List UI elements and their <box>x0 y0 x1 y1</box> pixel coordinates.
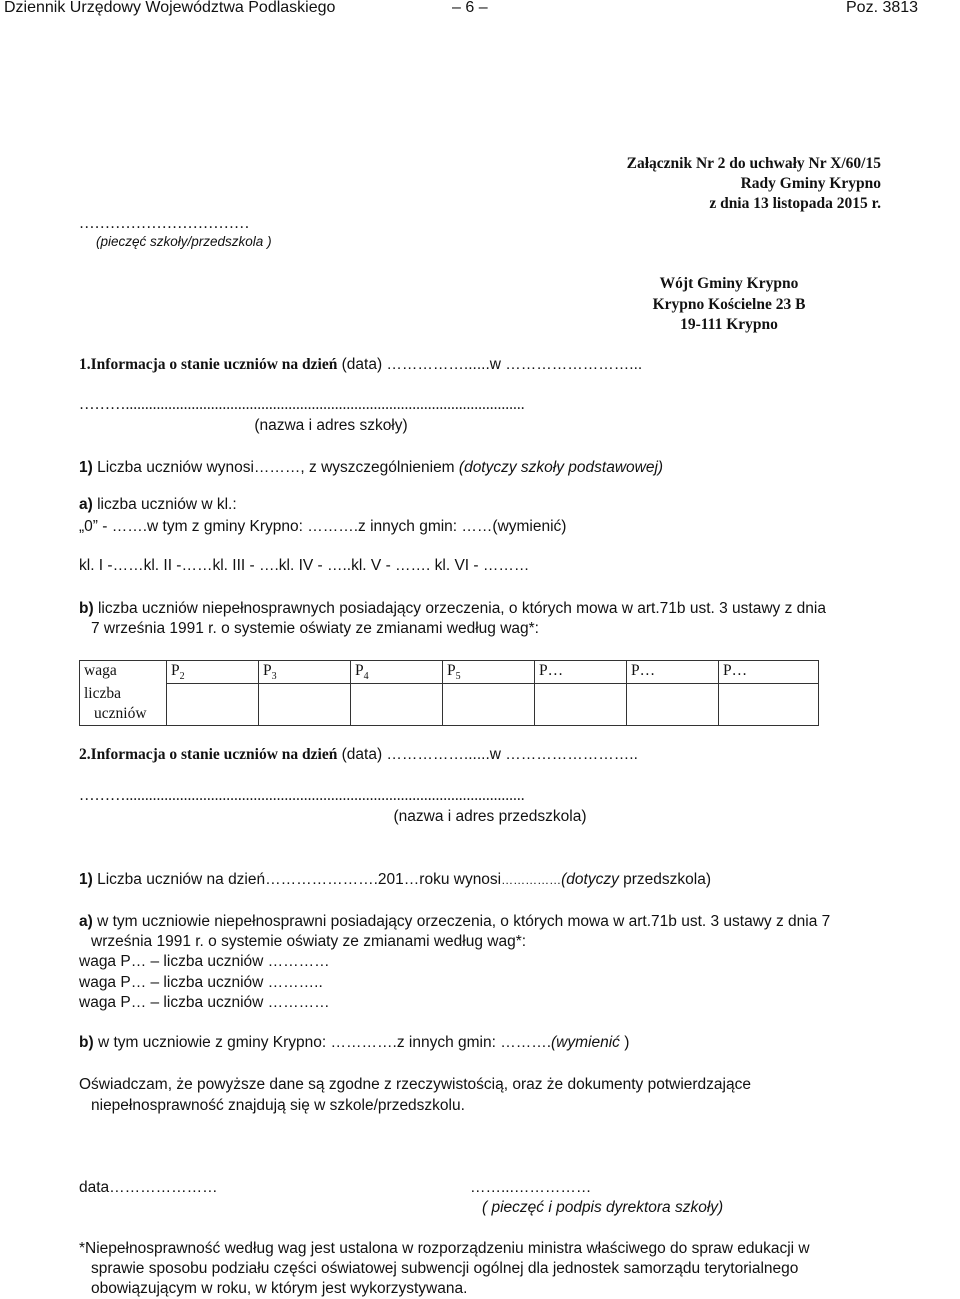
section-1-heading <box>79 356 642 374</box>
school-count-note: (dotyczy szkoły podstawowej) <box>458 459 664 476</box>
signature-label: ( pieczęć i podpis dyrektora szkoły) <box>482 1199 724 1216</box>
item-b-line-2: 7 września 1991 r. o systemie oświaty ze zmianami według wag*: <box>91 620 539 637</box>
item-2b-label: b) <box>79 1034 94 1051</box>
footnote-line-1: *Niepełnosprawność według wag jest ustalona w rozporządzeniu ministra właściwego do spraw edukacji w <box>79 1240 810 1257</box>
school-count-text: Liczba uczniów wynosi………, z wyszczególnieniem <box>92 459 459 476</box>
signature-dots: ……...…………… <box>470 1179 592 1196</box>
preschool-count-tail: przedszkola) <box>618 871 712 888</box>
student-count-cell <box>719 684 819 726</box>
weight-col-1: $P_2$ <box>167 661 259 684</box>
weight-entry: waga P… – liczba uczniów ………… <box>79 953 330 970</box>
school-count-number: 1) <box>79 459 93 476</box>
student-count-cell <box>259 684 351 726</box>
classes-line: kl. I -……kl. II -……kl. III - ….kl. IV - …..kl. V - ……. kl. VI - ……… <box>79 557 530 574</box>
preschool-count-note: (dotyczy <box>561 871 619 888</box>
section-2-title: Informacja o stanie uczniów na dzień <box>90 746 338 763</box>
item-a-line <box>79 496 237 514</box>
section-2-title-tail: (data) ……………......w …………………….. <box>337 746 638 763</box>
student-count-cell <box>535 684 627 726</box>
item-a-label: a) <box>79 496 93 513</box>
school-count-line <box>79 459 663 477</box>
student-count-label: liczba uczniów <box>80 684 167 726</box>
item-2a-line <box>79 913 830 931</box>
annex-line-3: z dnia 13 listopada 2015 r. <box>709 195 881 212</box>
item-b-line <box>79 600 826 618</box>
weight-entry: waga P… – liczba uczniów ………… <box>79 994 330 1011</box>
declaration-line-2: niepełnosprawność znajdują się w szkole/przedszkolu. <box>91 1097 465 1114</box>
preschool-name-label: (nazwa i adres przedszkola) <box>393 808 587 825</box>
item-b-text: liczba uczniów niepełnosprawnych posiadający orzeczenia, o których mowa w art.71b ust. 3 ustawy z dnia <box>93 600 826 617</box>
student-count-cell <box>627 684 719 726</box>
journal-title: Dziennik Urzędowy Województwa Podlaskiego <box>4 0 336 16</box>
item-2b-note: (wymienić <box>551 1034 620 1051</box>
date-field: data………………… <box>79 1179 218 1196</box>
page-number: – 6 – <box>452 0 488 16</box>
addressee-line-3: 19-111 Krypno <box>680 316 778 333</box>
weight-row-label: waga <box>80 661 167 684</box>
annex-line-2: Rady Gminy Krypno <box>740 175 881 192</box>
addressee-line-2: Krypno Kościelne 23 B <box>652 296 806 313</box>
preschool-count-line <box>79 871 711 889</box>
weights-table <box>79 660 819 726</box>
item-2a-label: a) <box>79 913 93 930</box>
position-number: Poz. 3813 <box>846 0 919 16</box>
student-count-cell <box>351 684 443 726</box>
weight-col-4: $P_5$ <box>443 661 535 684</box>
section-1-number: 1. <box>79 356 91 373</box>
item-2a-text: w tym uczniowie niepełnosprawni posiadający orzeczenia, o których mowa w art.71b ust. 3 ustawy z dnia 7 <box>92 913 831 930</box>
school-name-label: (nazwa i adres szkoły) <box>254 417 408 434</box>
student-count-cell <box>167 684 259 726</box>
school-dots-line: ………....................................................................................................... <box>79 396 525 413</box>
weight-entry: waga P… – liczba uczniów ……….. <box>79 974 323 991</box>
item-2b-text: w tym uczniowie z gminy Krypno: ………….z innych gmin: ………. <box>93 1034 552 1051</box>
item-b-label: b) <box>79 600 94 617</box>
preschool-count-text: Liczba uczniów na dzień………………….201…roku wynosi <box>92 871 502 888</box>
zero-class-line: „0” - …….w tym z gminy Krypno: ……….z innych gmin: ……(wymienić) <box>79 518 567 535</box>
section-1-title-tail: (data) ……………......w ……………………... <box>337 356 643 373</box>
stamp-label: (pieczęć szkoły/przedszkola ) <box>96 234 272 249</box>
item-a-text: liczba uczniów w kl.: <box>92 496 237 513</box>
declaration-line-1: Oświadczam, że powyższe dane są zgodne z rzeczywistością, oraz że dokumenty potwierdzające <box>79 1076 751 1093</box>
footnote-line-2: sprawie sposobu podziału części oświatowej subwencji ogólnej dla jednostek samorządu terytorialnego <box>91 1260 799 1277</box>
preschool-dots-line: ………....................................................................................................... <box>79 787 525 804</box>
section-1-title: Informacja o stanie uczniów na dzień <box>90 356 338 373</box>
addressee-line-1: Wójt Gminy Krypno <box>659 275 799 292</box>
annex-line-1: Załącznik Nr 2 do uchwały Nr X/60/15 <box>626 155 881 172</box>
weight-col-3: $P_4$ <box>351 661 443 684</box>
weight-col-2: $P_3$ <box>259 661 351 684</box>
preschool-count-number: 1) <box>79 871 93 888</box>
item-2b-line <box>79 1034 629 1052</box>
preschool-count-dots: …………… <box>501 873 562 887</box>
footnote-line-3: obowiązującym w roku, w którym jest wykorzystywana. <box>91 1280 468 1297</box>
weights-row <box>80 661 819 684</box>
student-count-cell <box>443 684 535 726</box>
section-2-heading <box>79 746 638 764</box>
item-2b-tail: ) <box>619 1034 630 1051</box>
weight-col-5: P… <box>535 661 627 684</box>
weight-col-6: P… <box>627 661 719 684</box>
section-2-number: 2. <box>79 746 91 763</box>
weight-col-7: P… <box>719 661 819 684</box>
item-2a-line-2: września 1991 r. o systemie oświaty ze zmianami według wag*: <box>91 933 527 950</box>
student-count-row <box>80 684 819 726</box>
stamp-dots: …………………………… <box>79 215 250 232</box>
